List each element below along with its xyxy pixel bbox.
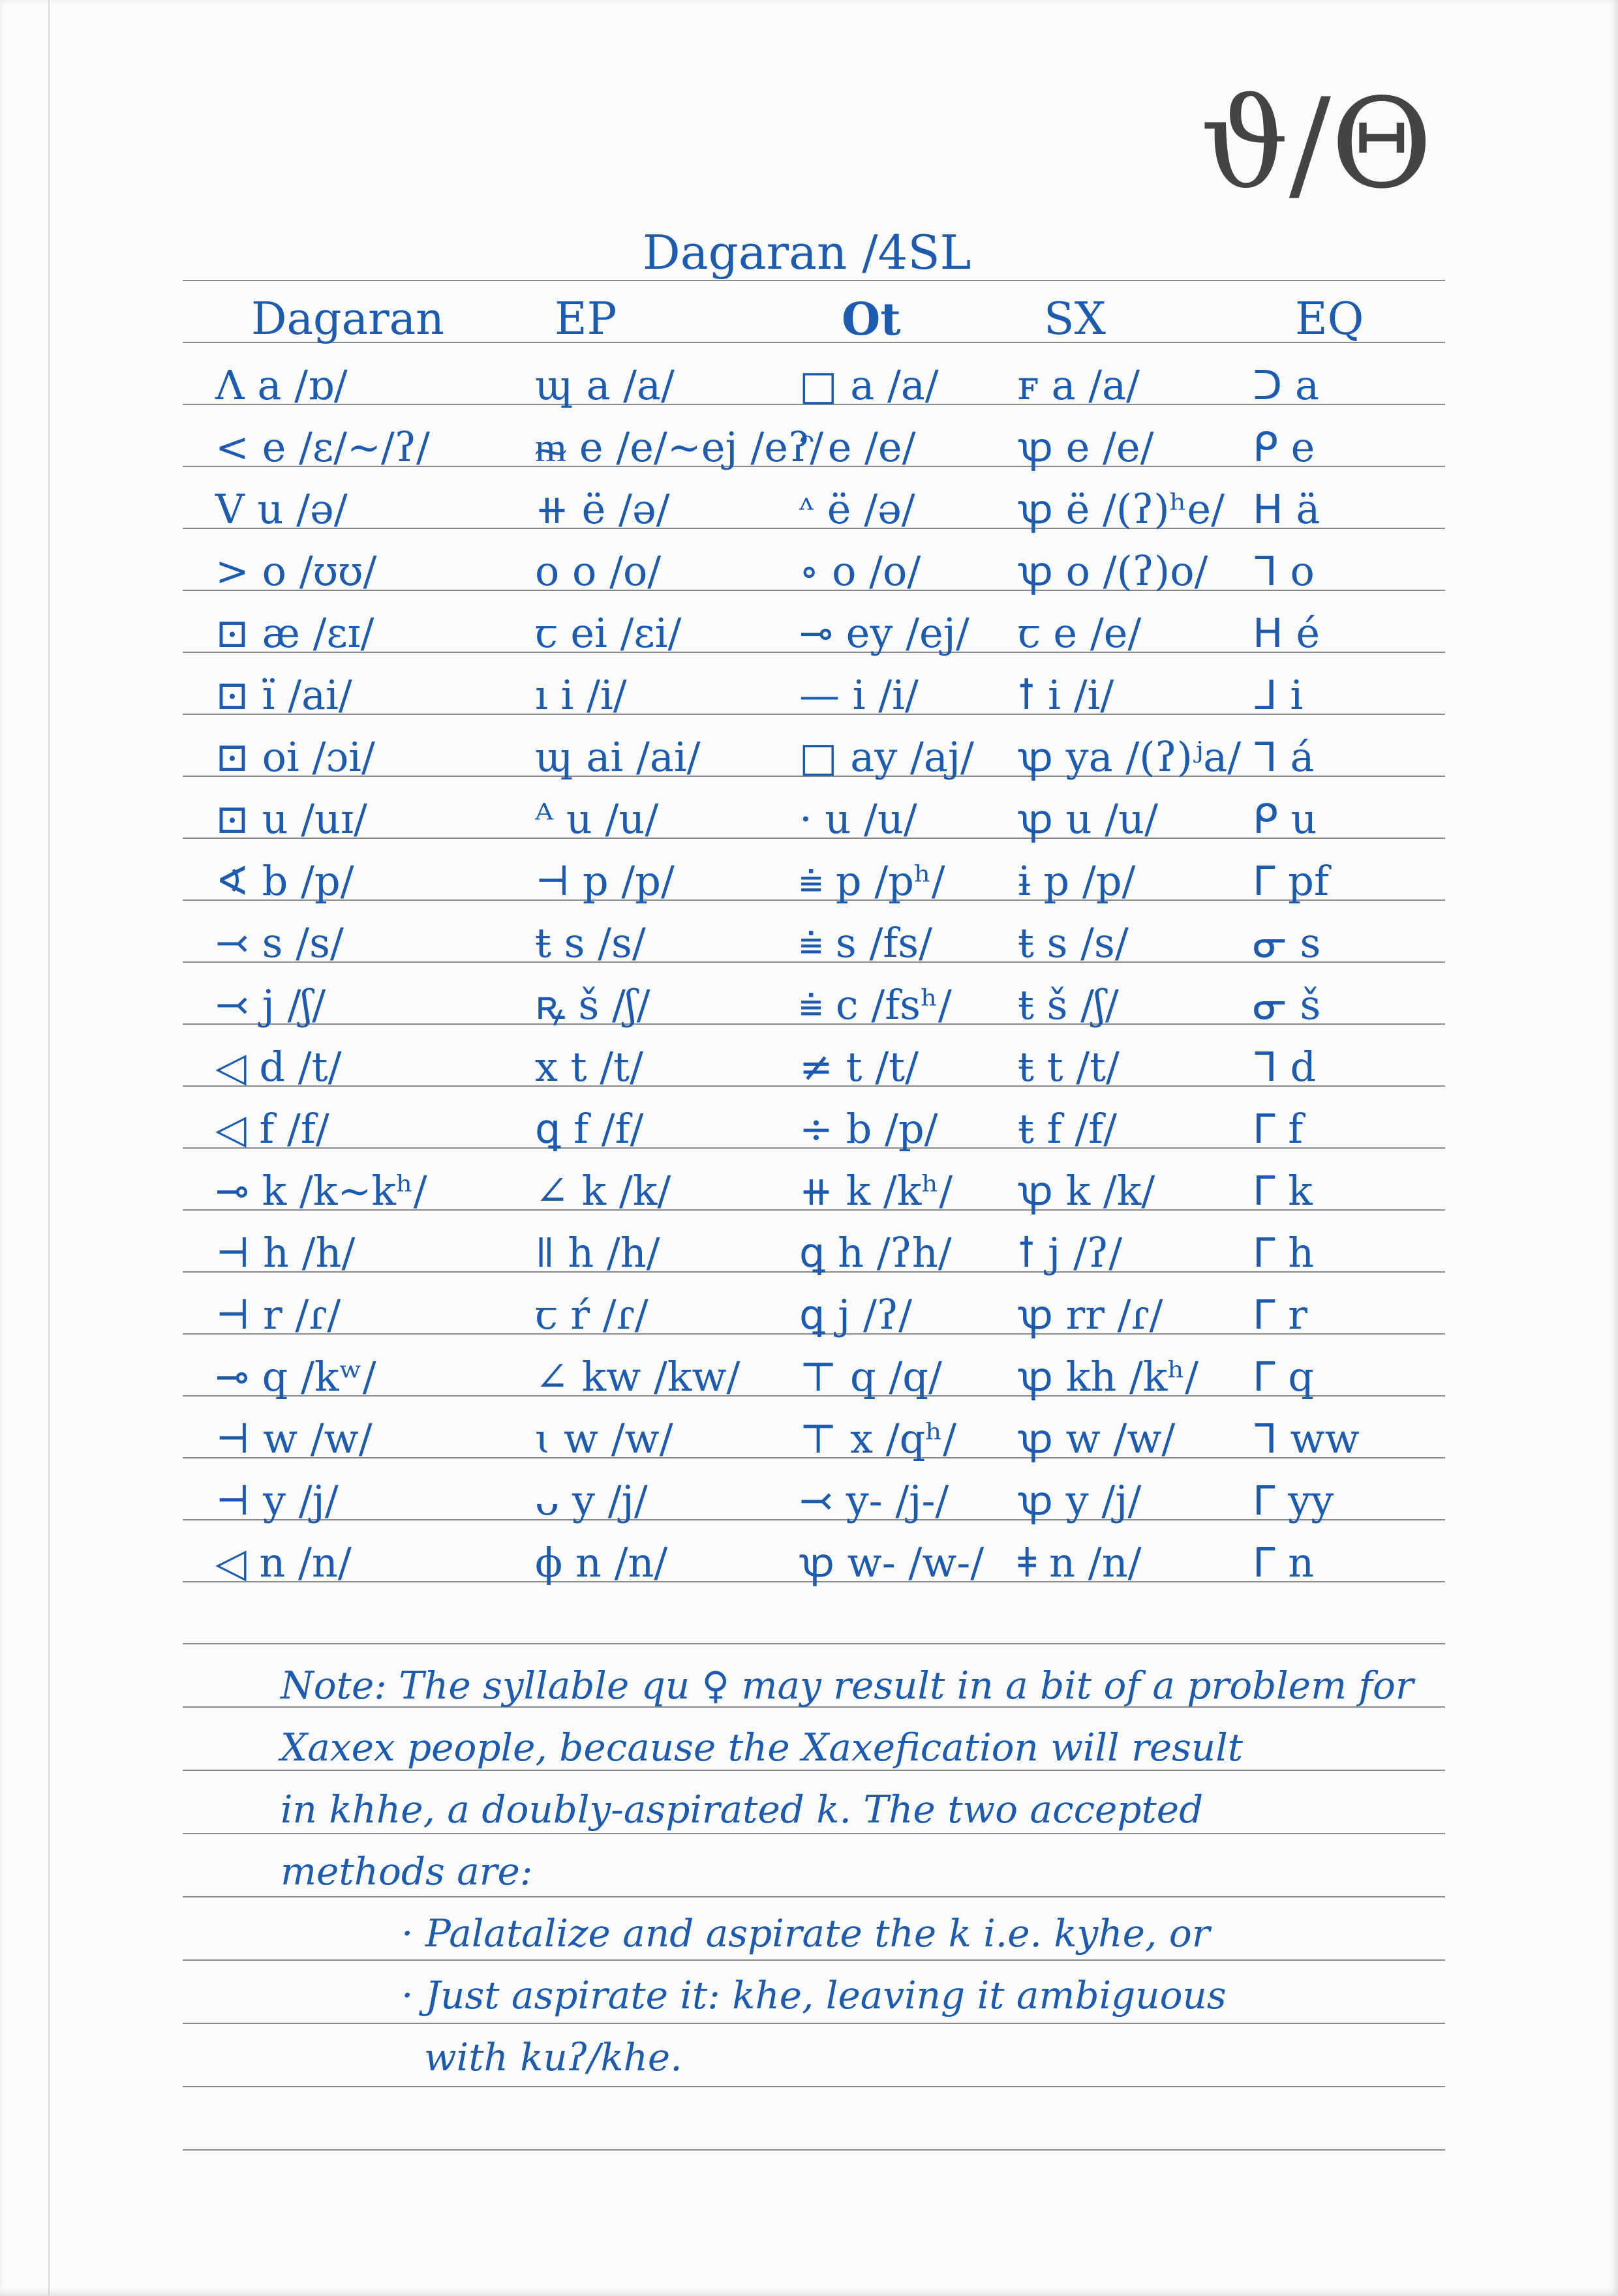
bullet-item: · Just aspirate it: khe, leaving it ambiguous [401, 1973, 1227, 2017]
table-cell-eq: ᒥ q [1253, 1353, 1314, 1400]
table-cell-ep: ꝶ š /ʃ/ [535, 981, 650, 1029]
table-cell-sx: ꝕ rr /ɾ/ [1018, 1291, 1163, 1338]
table-cell-ep: ᵯ e /e/~ej /eʔ/ [535, 423, 824, 471]
table-cell-ep: ᴬ u /u/ [535, 795, 659, 843]
table-cell-ep: ꞇ ŕ /ɾ/ [535, 1291, 649, 1338]
table-cell-ot: □ a /a/ [799, 361, 939, 409]
bullet-item: with kuʔ/khe. [424, 2035, 682, 2079]
table-cell-sx: ꝕ kh /kʰ/ [1018, 1353, 1199, 1400]
table-cell-ep: ı i /i/ [535, 671, 627, 719]
table-cell-eq: ᒥ r [1253, 1291, 1307, 1338]
table-cell-eq: ᒥ k [1253, 1167, 1313, 1215]
table-cell-ep: ꞇ ei /ɛi/ [535, 609, 682, 657]
table-cell-ot: ⩧ c /fsʰ/ [799, 981, 952, 1029]
table-cell-dagaran: ◁ f /f/ [215, 1105, 329, 1153]
table-cell-ot: ∘ o /o/ [799, 547, 921, 595]
table-cell-dagaran: ◁ n /n/ [215, 1539, 352, 1586]
table-cell-ot: ⩧ p /pʰ/ [799, 857, 945, 905]
table-cell-ot: · u /u/ [799, 795, 917, 843]
table-cell-ot: ≠ t /t/ [799, 1043, 919, 1091]
table-cell-ep: ∠ kw /kw/ [535, 1353, 740, 1400]
table-cell-dagaran: ⊡ ï /ai/ [215, 671, 352, 719]
table-cell-dagaran: ∢ b /p/ [215, 857, 354, 905]
table-cell-sx: ꝕ y /j/ [1018, 1477, 1142, 1524]
table-cell-dagaran: ◁ d /t/ [215, 1043, 342, 1091]
table-cell-eq: ᒥ pf [1253, 857, 1329, 905]
table-cell-eq: ᒥ f [1253, 1105, 1304, 1153]
table-cell-eq: ᑐ a [1253, 361, 1319, 409]
table-cell-dagaran: Λ a /ɒ/ [215, 361, 348, 409]
table-cell-eq: ᒣ á [1253, 733, 1315, 781]
table-cell-eq: ᕼ ä [1253, 485, 1320, 533]
note-line: methods are: [281, 1849, 533, 1894]
table-cell-sx: ꝕ e /e/ [1018, 423, 1154, 471]
table-cell-dagaran: ⊣ w /w/ [215, 1415, 373, 1462]
table-cell-dagaran: ⊣ y /j/ [215, 1477, 339, 1524]
table-cell-ot: ⊤ q /q/ [799, 1353, 942, 1400]
column-header-eq: EQ [1295, 294, 1364, 345]
table-cell-eq: ᒥ yy [1253, 1477, 1334, 1524]
table-cell-ot: ᵔ e /e/ [799, 423, 916, 471]
table-cell-eq: ᕼ é [1253, 609, 1320, 657]
table-cell-ot: ⩧ s /fs/ [799, 919, 932, 967]
column-header-ot: Ot [842, 294, 901, 346]
table-cell-ep: ⊣ p /p/ [535, 857, 675, 905]
table-cell-dagaran: ⊸ k /k~kʰ/ [215, 1167, 427, 1215]
table-cell-sx: ꝕ ya /(ʔ)ʲa/ [1018, 733, 1242, 781]
table-cell-ot: ꝗ j /ʔ/ [799, 1291, 913, 1338]
column-header-ep: EP [555, 294, 617, 345]
table-cell-sx: ŧ f /f/ [1018, 1105, 1118, 1153]
table-cell-dagaran: ⤙ j /ʃ/ [215, 981, 326, 1029]
table-cell-dagaran: < e /ɛ/~/ʔ/ [215, 423, 430, 471]
note-line: Note: The syllable qu ♀ may result in a bit of a problem for [281, 1663, 1414, 1708]
table-cell-dagaran: ⤙ s /s/ [215, 919, 344, 967]
table-cell-ot: ꝗ h /ʔh/ [799, 1229, 952, 1276]
table-cell-eq: ᓂ s [1253, 919, 1321, 967]
table-cell-eq: ᒣ o [1253, 547, 1315, 595]
table-cell-eq: ᓂ š [1253, 981, 1321, 1029]
column-header-sx: SX [1044, 294, 1106, 345]
table-cell-ep: x t /t/ [535, 1043, 643, 1091]
table-cell-ep: o o /o/ [535, 547, 662, 595]
table-cell-sx: ꝕ ë /(ʔ)ʰe/ [1018, 485, 1225, 533]
table-cell-ep: ǁ h /h/ [535, 1229, 660, 1276]
table-cell-dagaran: ⊣ h /h/ [215, 1229, 356, 1276]
table-cell-ep: ꝗ f /f/ [535, 1105, 644, 1153]
table-cell-sx: ꝕ u /u/ [1018, 795, 1158, 843]
table-cell-eq: ᒣ d [1253, 1043, 1317, 1091]
table-cell-sx: ꞇ e /e/ [1018, 609, 1142, 657]
table-cell-ep: ɰ ai /ai/ [535, 733, 701, 781]
table-cell-eq: ᒥ h [1253, 1229, 1315, 1276]
table-cell-ep: ⧺ ë /ə/ [535, 485, 670, 533]
table-cell-ot: ⊸ ey /ej/ [799, 609, 969, 657]
table-cell-sx: ǂ n /n/ [1018, 1539, 1142, 1586]
table-cell-sx: ꝕ w /w/ [1018, 1415, 1176, 1462]
note-line: in khhe, a doubly-aspirated k. The two accepted [281, 1787, 1204, 1832]
table-cell-ot: □ ay /aj/ [799, 733, 974, 781]
table-cell-ep: ɰ a /a/ [535, 361, 675, 409]
table-cell-dagaran: ⊣ r /ɾ/ [215, 1291, 341, 1338]
table-cell-dagaran: V u /ə/ [215, 485, 348, 533]
table-cell-ep: ɩ w /w/ [535, 1415, 673, 1462]
column-header-dagaran: Dagaran [251, 294, 444, 345]
table-cell-ot: ÷ b /p/ [799, 1105, 938, 1153]
table-cell-sx: ꜰ a /a/ [1018, 361, 1140, 409]
table-cell-sx: ŧ t /t/ [1018, 1043, 1120, 1091]
table-cell-sx: ŧ š /ʃ/ [1018, 981, 1119, 1029]
table-cell-ot: ⧺ k /kʰ/ [799, 1167, 953, 1215]
table-cell-sx: ꝕ o /(ʔ)o/ [1018, 547, 1208, 595]
table-cell-ot: ᶺ ë /ə/ [799, 485, 915, 533]
table-cell-ep: ᴗ y /j/ [535, 1477, 648, 1524]
table-cell-dagaran: ⊡ æ /ɛɪ/ [215, 609, 374, 657]
table-cell-dagaran: ⊡ u /uɪ/ [215, 795, 367, 843]
table-cell-dagaran: ⊡ oi /ɔi/ [215, 733, 375, 781]
table-cell-eq: ᒥ n [1253, 1539, 1315, 1586]
table-cell-ot: — i /i/ [799, 671, 919, 719]
table-cell-sx: ɨ p /p/ [1018, 857, 1136, 905]
table-cell-ep: ∠ k /k/ [535, 1167, 671, 1215]
table-cell-sx: ꝕ k /k/ [1018, 1167, 1155, 1215]
table-cell-ot: ⤙ y- /j-/ [799, 1477, 949, 1524]
note-line: Xaxex people, because the Xaxefication will result [281, 1725, 1244, 1770]
table-cell-eq: ᒣ ww [1253, 1415, 1360, 1462]
corner-mark: ϑ/Θ [1200, 72, 1433, 216]
table-cell-dagaran: ⊸ q /kʷ/ [215, 1353, 376, 1400]
table-cell-sx: ꝉ i /i/ [1018, 671, 1114, 719]
table-cell-sx: ꝉ j /ʔ/ [1018, 1229, 1123, 1276]
table-cell-ot: ꝕ w- /w-/ [799, 1539, 985, 1586]
table-cell-ot: ⊤ x /qʰ/ [799, 1415, 956, 1462]
table-cell-ep: ϕ n /n/ [535, 1539, 668, 1586]
table-cell-sx: ŧ s /s/ [1018, 919, 1129, 967]
table-cell-eq: ᒧ i [1253, 671, 1304, 719]
bullet-item: · Palatalize and aspirate the k i.e. kyhe, or [401, 1911, 1210, 1956]
table-cell-eq: ᑭ e [1253, 423, 1315, 471]
table-cell-ep: ŧ s /s/ [535, 919, 646, 967]
table-cell-dagaran: > o /ʊʊ/ [215, 547, 377, 595]
table-cell-eq: ᑭ u [1253, 795, 1317, 843]
page-heading: Dagaran /4SL [643, 225, 971, 280]
